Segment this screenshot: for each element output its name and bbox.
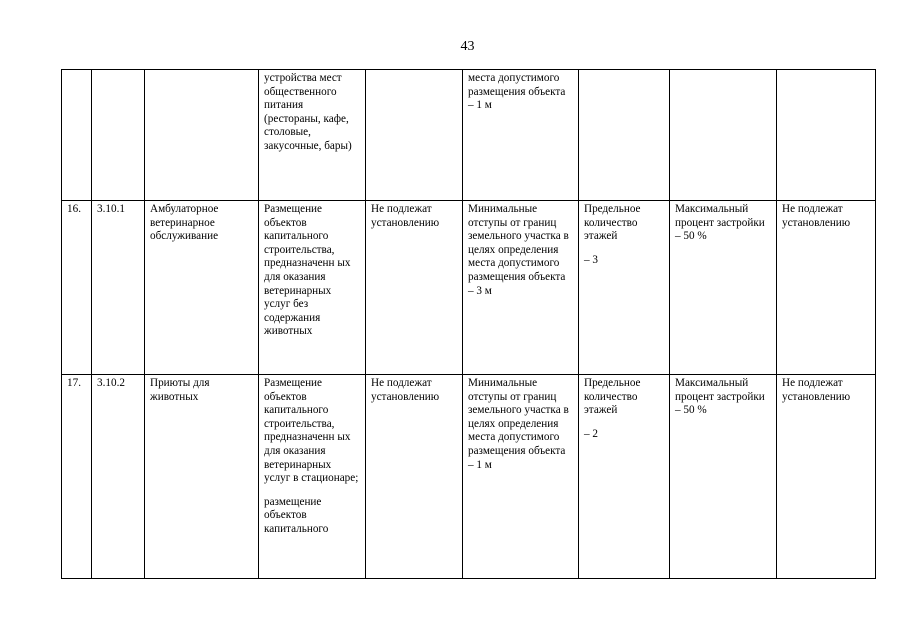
cell-use-name: Амбулаторное ветеринарное обслуживание — [145, 201, 259, 375]
description-paragraph: размещение объектов капитального — [264, 495, 329, 535]
description-paragraph: Размещение объектов капитального строительства, предназначенн ых для оказания ветеринарных услуг без содержания животных — [264, 203, 351, 338]
cell-coverage — [670, 70, 777, 201]
cell-plot-area: Не подлежат установлению — [366, 201, 463, 375]
cell-use-name: Приюты для животных — [145, 375, 259, 579]
cell-floors — [579, 70, 670, 201]
cell-use-description — [259, 375, 366, 579]
cell-other: Не подлежат установлению — [777, 201, 876, 375]
page-number: 43 — [460, 39, 475, 54]
description-paragraph: устройства мест общественного питания (рестораны, кафе, столовые, закусочные, бары) — [264, 72, 352, 152]
description-paragraph: Размещение объектов капитального строительства, предназначенн ых для оказания ветеринарных услуг в стационаре; — [264, 377, 359, 485]
cell-use-description — [259, 201, 366, 375]
floors-label: Предельное количество этажей — [584, 203, 641, 243]
cell-use-name — [145, 70, 259, 201]
cell-other — [777, 70, 876, 201]
cell-plot-area — [366, 70, 463, 201]
cell-plot-area: Не подлежат установлению — [366, 375, 463, 579]
regulations-table — [61, 69, 876, 579]
cell-code — [92, 70, 145, 201]
table-row — [62, 201, 876, 375]
cell-other: Не подлежат установлению — [777, 375, 876, 579]
cell-coverage: Максимальный процент застройки – 50 % — [670, 201, 777, 375]
table-row — [62, 375, 876, 579]
cell-floors — [579, 201, 670, 375]
cell-number — [62, 70, 92, 201]
table-row — [62, 70, 876, 201]
cell-coverage: Максимальный процент застройки – 50 % — [670, 375, 777, 579]
cell-setbacks: Минимальные отступы от границ земельного участка в целях определения места допустимого размещения объекта – 3 м — [463, 201, 579, 375]
cell-setbacks: Минимальные отступы от границ земельного участка в целях определения места допустимого размещения объекта – 1 м — [463, 375, 579, 579]
cell-code: 3.10.2 — [92, 375, 145, 579]
cell-number: 17. — [62, 375, 92, 579]
floors-value: – 2 — [584, 427, 598, 440]
cell-setbacks: места допустимого размещения объекта – 1 м — [463, 70, 579, 201]
cell-use-description — [259, 70, 366, 201]
floors-label: Предельное количество этажей — [584, 377, 641, 417]
cell-floors — [579, 375, 670, 579]
cell-code: 3.10.1 — [92, 201, 145, 375]
floors-value: – 3 — [584, 253, 598, 266]
cell-number: 16. — [62, 201, 92, 375]
